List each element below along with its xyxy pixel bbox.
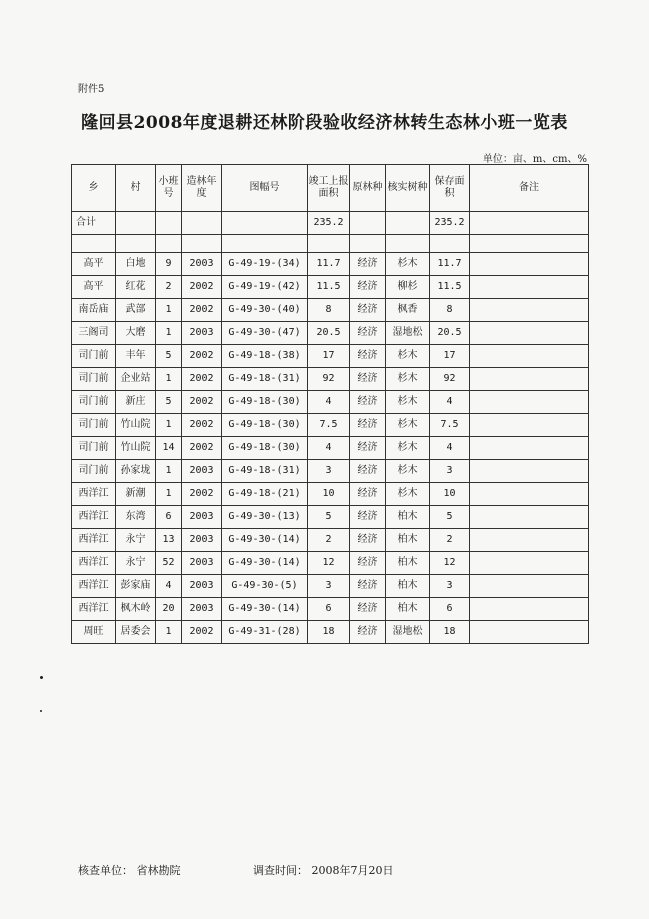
cell-area: 11.7 (308, 253, 350, 276)
header-plant-year: 造林年度 (182, 165, 222, 212)
cell-species: 柳杉 (386, 276, 430, 299)
cell-year: 2002 (182, 483, 222, 506)
table-row (72, 345, 589, 368)
cell-village: 彭家庙 (116, 575, 156, 598)
header-row (72, 165, 589, 212)
cell-type: 经济 (350, 552, 386, 575)
cell-species: 杉木 (386, 345, 430, 368)
cell-type: 经济 (350, 322, 386, 345)
cell-map: G-49-18-(30) (222, 391, 308, 414)
cell-plot: 9 (156, 253, 182, 276)
cell-village: 枫木岭 (116, 598, 156, 621)
table-cell (430, 235, 470, 253)
cell-area: 17 (308, 345, 350, 368)
cell-area: 8 (308, 299, 350, 322)
cell-plot: 1 (156, 368, 182, 391)
cell-village: 企业站 (116, 368, 156, 391)
cell-remarks (470, 483, 589, 506)
cell-township: 司门前 (72, 368, 116, 391)
table-row (72, 368, 589, 391)
cell-township: 西洋江 (72, 506, 116, 529)
cell-retained: 4 (430, 391, 470, 414)
cell-species: 柏木 (386, 598, 430, 621)
table-row (72, 299, 589, 322)
table-row (72, 529, 589, 552)
cell-type: 经济 (350, 391, 386, 414)
cell-village: 丰年 (116, 345, 156, 368)
cell-township: 高平 (72, 276, 116, 299)
cell-village: 大磨 (116, 322, 156, 345)
plot-table (71, 164, 589, 644)
cell-year: 2003 (182, 598, 222, 621)
table-cell (308, 235, 350, 253)
total-retained-area: 235.2 (430, 212, 470, 235)
cell-retained: 20.5 (430, 322, 470, 345)
table-row (72, 621, 589, 644)
table-cell (470, 235, 589, 253)
cell-township: 司门前 (72, 460, 116, 483)
table-cell (222, 212, 308, 235)
cell-plot: 2 (156, 276, 182, 299)
survey-time: 调查时间： 2008年7月20日 (253, 864, 394, 877)
cell-species: 枫香 (386, 299, 430, 322)
cell-year: 2002 (182, 299, 222, 322)
cell-area: 3 (308, 575, 350, 598)
cell-village: 永宁 (116, 529, 156, 552)
cell-remarks (470, 391, 589, 414)
cell-map: G-49-30-(14) (222, 529, 308, 552)
cell-retained: 7.5 (430, 414, 470, 437)
cell-village: 红花 (116, 276, 156, 299)
table-cell (470, 212, 589, 235)
cell-retained: 11.7 (430, 253, 470, 276)
cell-township: 南岳庙 (72, 299, 116, 322)
cell-type: 经济 (350, 506, 386, 529)
total-completed-area: 235.2 (308, 212, 350, 235)
cell-plot: 5 (156, 345, 182, 368)
table-cell (182, 235, 222, 253)
cell-species: 杉木 (386, 391, 430, 414)
attachment-label: 附件5 (78, 84, 105, 95)
cell-type: 经济 (350, 299, 386, 322)
header-completed-area: 竣工上报面积 (308, 165, 350, 212)
header-map-no: 图幅号 (222, 165, 308, 212)
cell-township: 司门前 (72, 391, 116, 414)
cell-map: G-49-18-(31) (222, 460, 308, 483)
cell-plot: 1 (156, 299, 182, 322)
cell-retained: 3 (430, 460, 470, 483)
cell-township: 西洋江 (72, 483, 116, 506)
cell-type: 经济 (350, 368, 386, 391)
total-label: 合计 (72, 212, 116, 235)
total-row (72, 212, 589, 235)
cell-remarks (470, 299, 589, 322)
table-row (72, 437, 589, 460)
cell-type: 经济 (350, 598, 386, 621)
cell-species: 杉木 (386, 253, 430, 276)
cell-retained: 12 (430, 552, 470, 575)
cell-type: 经济 (350, 437, 386, 460)
cell-species: 杉木 (386, 368, 430, 391)
cell-remarks (470, 276, 589, 299)
cell-map: G-49-19-(42) (222, 276, 308, 299)
cell-village: 白地 (116, 253, 156, 276)
cell-area: 5 (308, 506, 350, 529)
table-cell (156, 212, 182, 235)
cell-species: 柏木 (386, 552, 430, 575)
cell-map: G-49-30-(14) (222, 598, 308, 621)
cell-map: G-49-30-(5) (222, 575, 308, 598)
cell-species: 柏木 (386, 529, 430, 552)
cell-retained: 92 (430, 368, 470, 391)
cell-species: 杉木 (386, 437, 430, 460)
table-cell (222, 235, 308, 253)
table-cell (72, 235, 116, 253)
cell-area: 3 (308, 460, 350, 483)
cell-remarks (470, 368, 589, 391)
cell-remarks (470, 529, 589, 552)
header-verified-species: 核实树种 (386, 165, 430, 212)
cell-remarks (470, 621, 589, 644)
table-row (72, 506, 589, 529)
cell-township: 周旺 (72, 621, 116, 644)
cell-township: 西洋江 (72, 575, 116, 598)
cell-type: 经济 (350, 253, 386, 276)
cell-retained: 3 (430, 575, 470, 598)
cell-retained: 6 (430, 598, 470, 621)
cell-map: G-49-18-(38) (222, 345, 308, 368)
cell-map: G-49-19-(34) (222, 253, 308, 276)
cell-retained: 4 (430, 437, 470, 460)
cell-type: 经济 (350, 276, 386, 299)
table-cell (386, 235, 430, 253)
cell-plot: 5 (156, 391, 182, 414)
cell-area: 18 (308, 621, 350, 644)
cell-species: 杉木 (386, 460, 430, 483)
cell-area: 10 (308, 483, 350, 506)
cell-type: 经济 (350, 483, 386, 506)
cell-plot: 1 (156, 322, 182, 345)
cell-map: G-49-30-(47) (222, 322, 308, 345)
table-cell (182, 212, 222, 235)
table-cell (116, 212, 156, 235)
header-plot-no: 小班号 (156, 165, 182, 212)
cell-township: 三阁司 (72, 322, 116, 345)
table-cell (350, 212, 386, 235)
cell-area: 4 (308, 437, 350, 460)
cell-area: 6 (308, 598, 350, 621)
cell-species: 湿地松 (386, 322, 430, 345)
table-cell (386, 212, 430, 235)
cell-year: 2002 (182, 414, 222, 437)
cell-map: G-49-18-(31) (222, 368, 308, 391)
table-row (72, 575, 589, 598)
header-orig-type: 原林种 (350, 165, 386, 212)
cell-type: 经济 (350, 414, 386, 437)
cell-village: 新潮 (116, 483, 156, 506)
cell-township: 西洋江 (72, 529, 116, 552)
cell-village: 孙家垅 (116, 460, 156, 483)
cell-year: 2002 (182, 391, 222, 414)
table-row (72, 276, 589, 299)
cell-village: 竹山院 (116, 437, 156, 460)
cell-township: 西洋江 (72, 552, 116, 575)
table-row (72, 253, 589, 276)
cell-plot: 1 (156, 414, 182, 437)
cell-plot: 20 (156, 598, 182, 621)
table-row (72, 552, 589, 575)
cell-remarks (470, 552, 589, 575)
cell-retained: 11.5 (430, 276, 470, 299)
unit-note: 单位：亩、m、cm、% (482, 154, 587, 165)
table-row (72, 460, 589, 483)
cell-area: 20.5 (308, 322, 350, 345)
cell-township: 高平 (72, 253, 116, 276)
table-row (72, 322, 589, 345)
cell-type: 经济 (350, 460, 386, 483)
cell-type: 经济 (350, 621, 386, 644)
cell-plot: 1 (156, 483, 182, 506)
cell-remarks (470, 598, 589, 621)
table-cell (350, 235, 386, 253)
cell-species: 杉木 (386, 483, 430, 506)
inspection-unit: 核查单位： 省林勘院 (78, 864, 181, 877)
cell-village: 东湾 (116, 506, 156, 529)
cell-retained: 17 (430, 345, 470, 368)
cell-plot: 1 (156, 621, 182, 644)
table-row (72, 414, 589, 437)
cell-map: G-49-31-(28) (222, 621, 308, 644)
header-township: 乡 (72, 165, 116, 212)
cell-remarks (470, 414, 589, 437)
cell-village: 居委会 (116, 621, 156, 644)
table-cell (116, 235, 156, 253)
cell-year: 2003 (182, 552, 222, 575)
cell-map: G-49-18-(30) (222, 414, 308, 437)
table-row (72, 598, 589, 621)
cell-village: 永宁 (116, 552, 156, 575)
cell-plot: 6 (156, 506, 182, 529)
cell-year: 2003 (182, 529, 222, 552)
cell-year: 2002 (182, 621, 222, 644)
document-title: 隆回县2008年度退耕还林阶段验收经济林转生态林小班一览表 (81, 113, 568, 133)
cell-year: 2002 (182, 276, 222, 299)
cell-village: 武部 (116, 299, 156, 322)
cell-township: 西洋江 (72, 598, 116, 621)
cell-year: 2003 (182, 460, 222, 483)
blank-row (72, 235, 589, 253)
cell-area: 12 (308, 552, 350, 575)
cell-map: G-49-18-(30) (222, 437, 308, 460)
cell-retained: 5 (430, 506, 470, 529)
table-row (72, 483, 589, 506)
cell-map: G-49-30-(14) (222, 552, 308, 575)
cell-retained: 10 (430, 483, 470, 506)
cell-year: 2002 (182, 368, 222, 391)
cell-year: 2003 (182, 575, 222, 598)
table-cell (156, 235, 182, 253)
cell-retained: 2 (430, 529, 470, 552)
cell-plot: 52 (156, 552, 182, 575)
cell-area: 92 (308, 368, 350, 391)
cell-retained: 18 (430, 621, 470, 644)
scan-speck (40, 710, 42, 712)
header-remarks: 备注 (470, 165, 589, 212)
cell-township: 司门前 (72, 345, 116, 368)
cell-retained: 8 (430, 299, 470, 322)
cell-year: 2002 (182, 345, 222, 368)
cell-species: 湿地松 (386, 621, 430, 644)
cell-area: 2 (308, 529, 350, 552)
header-retained-area: 保存面积 (430, 165, 470, 212)
cell-species: 柏木 (386, 506, 430, 529)
cell-remarks (470, 253, 589, 276)
cell-village: 新庄 (116, 391, 156, 414)
cell-area: 7.5 (308, 414, 350, 437)
cell-plot: 14 (156, 437, 182, 460)
cell-remarks (470, 506, 589, 529)
cell-species: 柏木 (386, 575, 430, 598)
cell-type: 经济 (350, 529, 386, 552)
cell-map: G-49-30-(13) (222, 506, 308, 529)
cell-remarks (470, 345, 589, 368)
cell-village: 竹山院 (116, 414, 156, 437)
cell-type: 经济 (350, 575, 386, 598)
cell-plot: 4 (156, 575, 182, 598)
cell-area: 4 (308, 391, 350, 414)
cell-year: 2003 (182, 322, 222, 345)
cell-map: G-49-18-(21) (222, 483, 308, 506)
cell-map: G-49-30-(40) (222, 299, 308, 322)
cell-remarks (470, 575, 589, 598)
scan-speck (40, 676, 43, 679)
cell-township: 司门前 (72, 437, 116, 460)
cell-township: 司门前 (72, 414, 116, 437)
cell-remarks (470, 437, 589, 460)
cell-plot: 1 (156, 460, 182, 483)
cell-year: 2003 (182, 506, 222, 529)
cell-remarks (470, 460, 589, 483)
table-row (72, 391, 589, 414)
cell-plot: 13 (156, 529, 182, 552)
header-village: 村 (116, 165, 156, 212)
cell-year: 2003 (182, 253, 222, 276)
cell-area: 11.5 (308, 276, 350, 299)
cell-remarks (470, 322, 589, 345)
cell-year: 2002 (182, 437, 222, 460)
cell-species: 杉木 (386, 414, 430, 437)
cell-type: 经济 (350, 345, 386, 368)
